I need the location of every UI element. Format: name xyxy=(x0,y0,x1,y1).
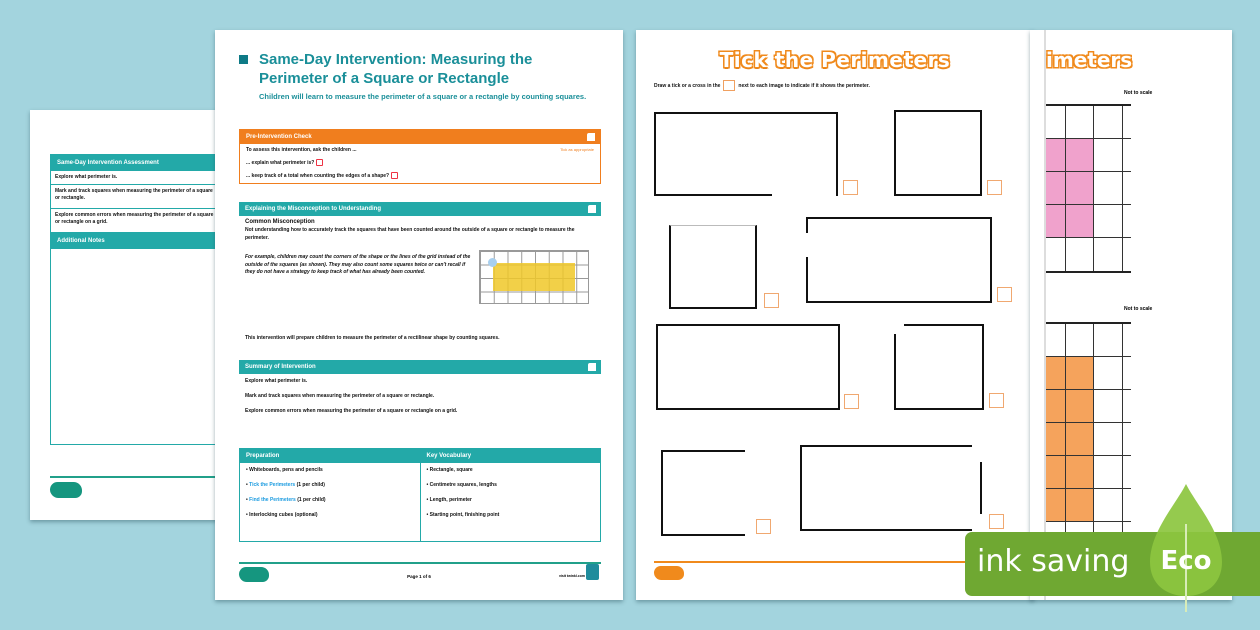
shape-rectangle-5 xyxy=(656,324,840,410)
instruction-text: next to each image to indicate if it shows the perimeter. xyxy=(738,82,870,89)
guidance-page xyxy=(215,30,623,600)
prep-item: • Tick the Perimeters (1 per child) xyxy=(246,482,325,488)
vocabulary-header: Key Vocabulary xyxy=(421,449,601,463)
example-box-icon xyxy=(723,80,735,91)
check-line xyxy=(240,157,600,170)
title-block xyxy=(239,50,599,102)
tick-checkbox[interactable] xyxy=(316,159,323,166)
shape-square-3 xyxy=(669,225,757,309)
notes-header: Additional Notes xyxy=(51,233,220,249)
vocab-item: • Rectangle, square xyxy=(426,467,473,473)
notes-area xyxy=(51,249,220,444)
misconception-text: Not understanding how to accurately track the squares that have been counted around the outside of a square or rectangle to measure the perimeter. xyxy=(245,227,575,241)
vocab-item-text: Starting point, finishing point xyxy=(429,512,500,518)
shape-rectangle-4 xyxy=(806,217,992,303)
page-number: Page 1 of 6 xyxy=(407,574,431,579)
answer-checkbox[interactable] xyxy=(997,287,1012,302)
square-bullet-icon xyxy=(239,55,248,64)
tick-perimeters-page xyxy=(636,30,1034,600)
shape-edge xyxy=(904,324,984,326)
prep-item: • Find the Perimeters (1 per child) xyxy=(246,497,326,503)
page-title: Same-Day Intervention: Measuring the Perimeter of a Square or Rectangle xyxy=(259,51,533,87)
section-header xyxy=(239,360,601,374)
misconception-heading: Common Misconception xyxy=(245,219,315,225)
answer-checkbox[interactable] xyxy=(843,180,858,195)
answer-checkbox[interactable] xyxy=(989,393,1004,408)
summary-line: Explore what perimeter is. xyxy=(245,378,308,384)
shape-edge xyxy=(654,194,772,196)
example-text: For example, children may count the corners of the shape or the lines of the grid instead of the outside of the squares (as shown). They may also count some squares twice or can't recall if they do not have a strategy to keep track of what has already been counted. xyxy=(245,254,471,275)
page-icon xyxy=(588,363,596,371)
shape-edge xyxy=(806,217,808,233)
answer-checkbox[interactable] xyxy=(844,394,859,409)
prep-item: • Whiteboards, pens and pencils xyxy=(246,467,323,473)
footer-divider xyxy=(50,476,220,478)
pre-intervention-check xyxy=(239,129,601,184)
eco-label: Eco xyxy=(1160,546,1212,576)
assessment-table-header: Same-Day Intervention Assessment xyxy=(51,155,220,171)
preparation-vocabulary-table xyxy=(239,448,601,542)
answer-checkbox[interactable] xyxy=(987,180,1002,195)
page-icon xyxy=(587,133,595,141)
find-the-perimeters-link[interactable]: Find the Perimeters xyxy=(249,497,296,503)
instruction-text: Draw a tick or a cross in the xyxy=(654,82,721,89)
vocabulary-column xyxy=(420,449,601,541)
shape-edge xyxy=(980,462,982,514)
assessment-row: Mark and track squares when measuring the perimeter of a square or rectangle. xyxy=(51,185,220,209)
assessment-row: Explore what perimeter is. xyxy=(51,171,220,185)
prep-item-text: (1 per child) xyxy=(295,497,326,503)
section-header-label: Explaining the Misconception to Understanding xyxy=(245,206,382,212)
grid-shape-pink xyxy=(1046,104,1131,273)
section-header xyxy=(240,130,600,144)
shape-square-2 xyxy=(894,110,982,196)
page-subtitle: Children will learn to measure the perimeter of a square or a rectangle by counting squares. xyxy=(259,92,587,101)
assessment-table xyxy=(50,154,220,445)
check-line-text: ... keep track of a total when counting the edges of a shape? xyxy=(246,173,390,179)
explaining-misconception xyxy=(239,202,601,350)
vocab-item-text: Length, perimeter xyxy=(429,497,472,503)
worksheet-title-fragment: imeters xyxy=(1046,48,1133,72)
prep-item-text: Interlocking cubes (optional) xyxy=(249,512,318,518)
grid-shape-orange xyxy=(1046,322,1131,557)
not-to-scale-label: Not to scale xyxy=(1124,306,1153,312)
intervention-text: This intervention will prepare children to measure the perimeter of a rectilinear shape by counting squares. xyxy=(245,335,500,341)
quality-badge-icon xyxy=(586,564,599,580)
prep-item: • Interlocking cubes (optional) xyxy=(246,512,318,518)
example-grid-diagram xyxy=(479,250,589,304)
leaf-icon xyxy=(1150,484,1222,612)
check-line: To assess this intervention, ask the children ... xyxy=(246,147,357,153)
summary-line: Mark and track squares when measuring the perimeter of a square or rectangle. xyxy=(245,393,435,399)
answer-checkbox[interactable] xyxy=(764,293,779,308)
summary-line: Explore common errors when measuring the perimeter of a square or rectangle on a grid. xyxy=(245,408,458,414)
ink-saving-label: ink saving xyxy=(977,544,1130,579)
check-line-text: ... explain what perimeter is? xyxy=(246,160,315,166)
preparation-header: Preparation xyxy=(240,449,420,463)
assessment-page xyxy=(30,110,220,520)
page-icon xyxy=(588,205,596,213)
tick-checkbox[interactable] xyxy=(391,172,398,179)
vocab-item-text: Rectangle, square xyxy=(429,467,473,473)
vocab-item-text: Centimetre squares, lengths xyxy=(429,482,497,488)
footer-url: visit twinkl.com xyxy=(558,574,585,578)
section-header-label: Pre-Intervention Check xyxy=(246,134,312,140)
summary-of-intervention xyxy=(239,360,601,419)
shape-edge xyxy=(836,112,838,196)
shape-edge xyxy=(894,334,896,410)
twinkl-logo-icon xyxy=(50,482,82,498)
answer-checkbox[interactable] xyxy=(756,519,771,534)
check-line xyxy=(240,170,600,183)
worksheet-title: Tick the Perimeters xyxy=(719,48,951,72)
vocab-item: • Starting point, finishing point xyxy=(426,512,500,518)
answer-checkbox[interactable] xyxy=(989,514,1004,529)
tick-note: Tick as appropriate xyxy=(560,147,594,152)
preparation-column xyxy=(240,449,420,541)
assessment-row: Explore common errors when measuring the perimeter of a square or rectangle on a grid. xyxy=(51,209,220,233)
shape-square-7 xyxy=(661,450,745,536)
tick-the-perimeters-link[interactable]: Tick the Perimeters xyxy=(249,482,296,488)
shape-rectangle-8 xyxy=(800,445,972,531)
prep-item-text: (1 per child) xyxy=(295,482,325,488)
shape-edge xyxy=(806,257,808,303)
twinkl-logo-icon xyxy=(654,566,684,580)
yellow-rectangle xyxy=(493,263,575,291)
instruction xyxy=(654,80,870,91)
vocab-item: • Centimetre squares, lengths xyxy=(426,482,497,488)
start-point-marker xyxy=(488,258,497,267)
not-to-scale-label: Not to scale xyxy=(1124,90,1153,96)
section-header xyxy=(239,202,601,216)
footer-divider xyxy=(239,562,601,564)
shape-square-6 xyxy=(894,324,984,410)
section-header-label: Summary of Intervention xyxy=(245,364,316,370)
prep-item-text: Whiteboards, pens and pencils xyxy=(249,467,323,473)
shape-rectangle-1 xyxy=(654,112,838,196)
vocab-item: • Length, perimeter xyxy=(426,497,472,503)
footer-divider xyxy=(654,561,1016,563)
